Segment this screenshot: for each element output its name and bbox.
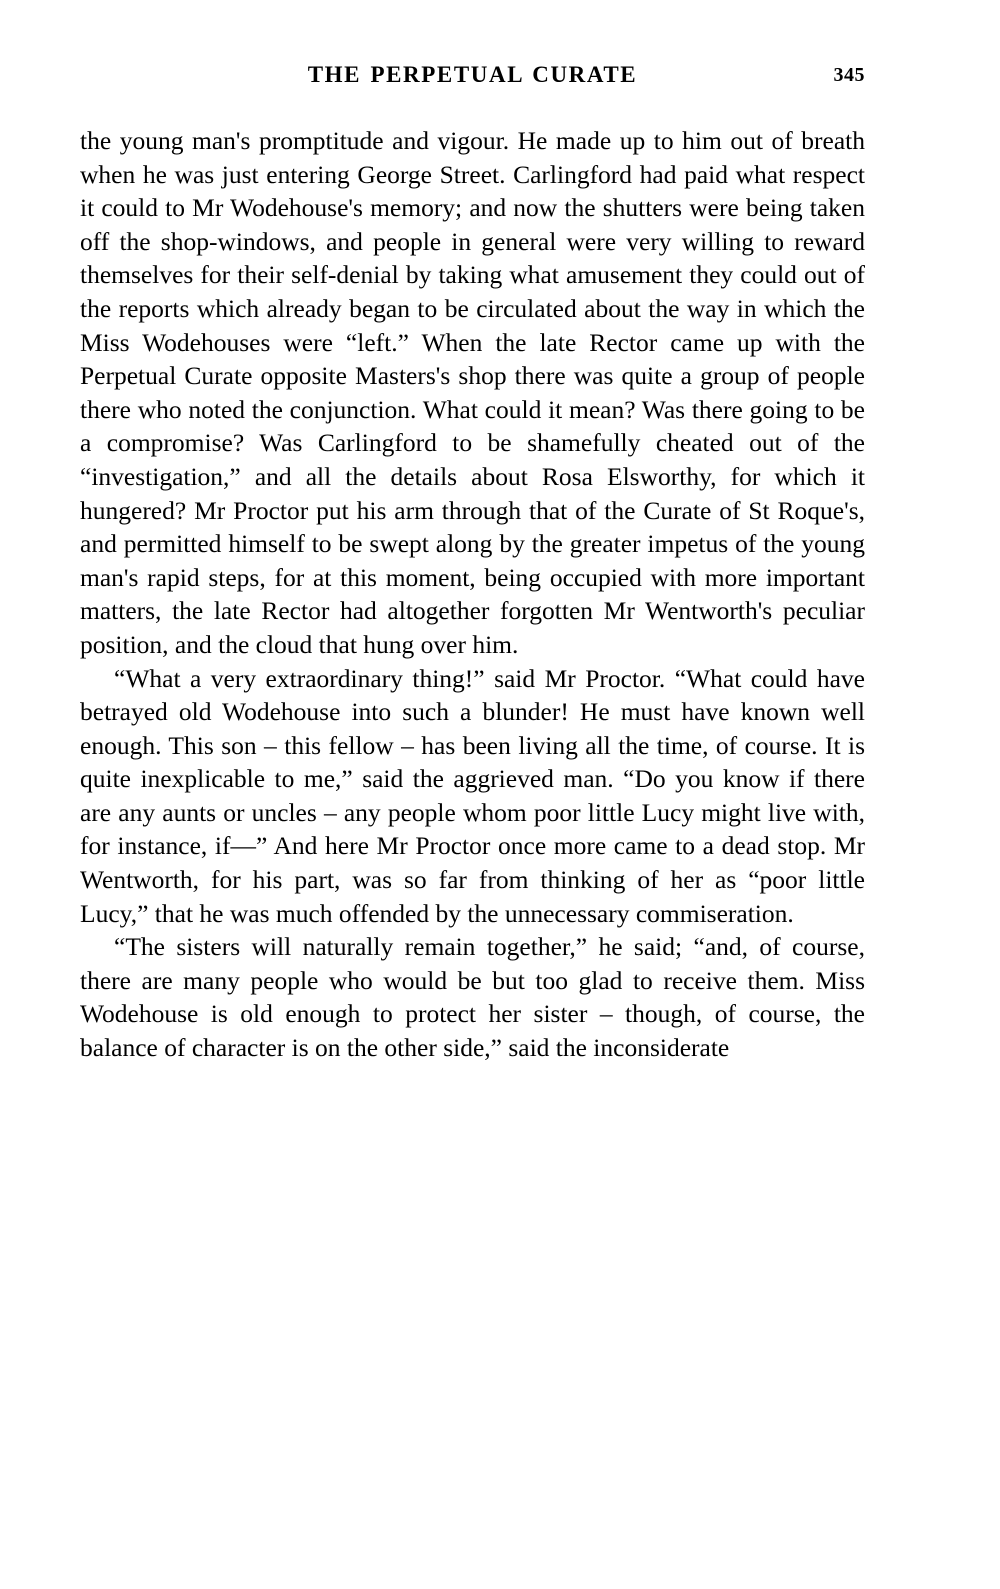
- page-body: [80, 124, 865, 1065]
- paragraph: “What a very extraordinary thing!” said Mr Proctor. “What could have betrayed old Wodehouse into such a blunder! He must have known well enough. This son – this fellow – has been living all the time, of course. It is quite inexplicable to me,” said the aggrieved man. “Do you know if there are any aunts or uncles – any people whom poor little Lucy might live with, for instance, if—” And here Mr Proctor once more came to a dead stop. Mr Wentworth, for his part, was so far from thinking of her as “poor little Lucy,” that he was much offended by the unnecessary commiseration.: [80, 663, 865, 928]
- paragraph: the young man's promptitude and vigour. He made up to him out of breath when he was just entering George Street. Carlingford had paid what respect it could to Mr Wodehouse's memory; and now the shutters were being taken off the shop-windows, and people in general were very willing to reward themselves for their self-denial by taking what amusement they could out of the reports which already began to be circulated about the way in which the Miss Wodehouses were “left.” When the late Rector came up with the Perpetual Curate opposite Masters's shop there was quite a group of people there who noted the conjunction. What could it mean? Was there going to be a compromise? Was Carlingford to be shamefully cheated out of the “investigation,” and all the details about Rosa Elsworthy, for which it hungered? Mr Proctor put his arm through that of the Curate of St Roque's, and permitted himself to be swept along by the greater impetus of the young man's rapid steps, for at this moment, being occupied with more important matters, the late Rector had altogether forgotten Mr Wentworth's peculiar position, and the cloud that hung over him.: [80, 126, 865, 659]
- running-head: [80, 62, 865, 108]
- paragraph: “The sisters will naturally remain together,” he said; “and, of course, there are many people who would be but too glad to receive them. Miss Wodehouse is old enough to protect her sister – though, of course, the balance of character is on the other side,” said the inconsiderate: [80, 932, 865, 1063]
- page-number: 345: [833, 64, 865, 86]
- page-title: THE PERPETUAL CURATE: [307, 62, 638, 87]
